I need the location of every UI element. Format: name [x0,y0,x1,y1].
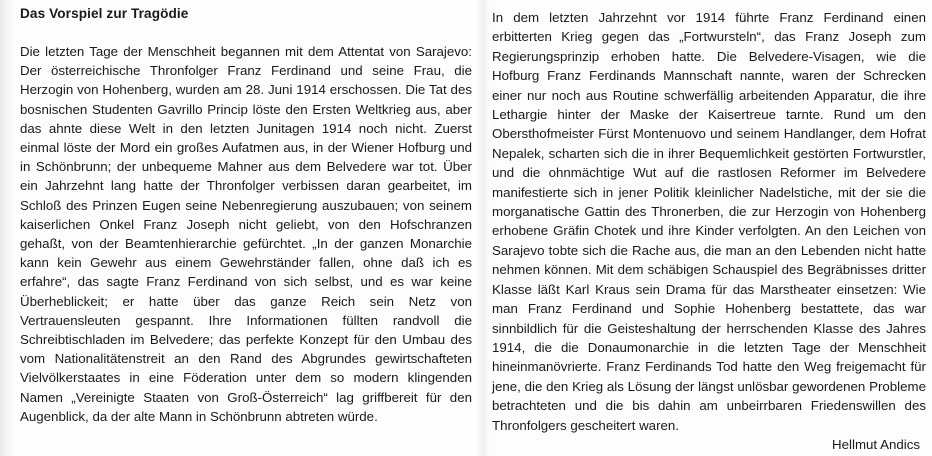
author-signature: Hellmut Andics [832,436,920,452]
right-column-paragraph: In dem letzten Jahrzehnt vor 1914 führte Franz Ferdinand einen erbitterten Krieg gegen das „Fortwursteln“, das Franz Joseph zum Regierungsprinzip erhoben hatte. Die Belvedere-Visagen, wie die Hofburg Franz Ferdinands Mannschaft nannte, waren der Schrecken einer nur noch aus Routine schwerfällig arbeitenden Apparatur, die ihre Lethargie hinter der Maske der Kaisertreue tarnte. Rund um den Obersthofmeister Fürst Montenuovo und seinem Handlanger, dem Hofrat Nepalek, scharten sich die in ihrer Bequemlichkeit gestörten Fortwurstler, und die ohnmächtige Wut auf die rastlosen Reformer im Belvedere manifestierte sich in jener Politik kleinlicher Nadelstiche, mit der sie die morganatische Gattin des Thronerben, die zur Herzogin von Hohenberg erhobene Gräfin Chotek und ihre Kinder verfolgten. An den Leichen von Sarajevo tobte sich die Rache aus, die man an den Lebenden nicht hatte nehmen können. Mit dem schäbigen Schauspiel des Begräbnisses dritter Klasse läßt Karl Kraus sein Drama für das Marstheater einsetzen: Wie man Franz Ferdinand und Sophie Hohenberg bestattete, das war sinnbildlich für die Geisteshaltung der herrschenden Klasse des Jahres 1914, die die Donaumonarchie in die letzten Tage der Menschheit hineinmanövrierte. Franz Ferdinands Tod hatte den Weg freigemacht für jene, die den Krieg als Lösung der längst unlösbar gewordenen Probleme betrachteten und die bis dahin am unbeirrbaren Friedenswillen des Thronfolgers gescheitert waren. [492,10,926,433]
article-title: Das Vorspiel zur Tragödie [20,6,189,21]
right-column [492,0,926,456]
page-gutter [476,0,490,456]
left-column-paragraph: Die letzten Tage der Menschheit begannen mit dem Attentat von Sarajevo: Der österreichische Thronfolger Franz Ferdinand und seine Frau, die Herzogin von Hohenberg, wurden am 28. Juni 1914 erschossen. Die Tat des bosnischen Studenten Gavrillo Princip löste den Ersten Weltkrieg aus, aber das ahnte diese Welt in den letzten Junitagen 1914 noch nicht. Zuerst einmal löste der Mord ein großes Aufatmen aus, in der Wiener Hofburg und in Schönbrunn; der unbequeme Mahner aus dem Belvedere war tot. Über ein Jahrzehnt lang hatte der Thronfolger verbissen daran gearbeitet, im Schloß des Prinzen Eugen seine Nebenregierung auszubauen; von seinem kaiserlichen Onkel Franz Joseph nicht geliebt, von den Hofschranzen gehaßt, von der Beamtenhierarchie gefürchtet. „In der ganzen Monarchie kann kein Gewehr aus einem Gewehrständer fallen, ohne daß ich es erfahre“, das sagte Franz Ferdinand von sich selbst, und es war keine Überheblickeit; er hatte über das ganze Reich sein Netz von Vertrauensleuten gespannt. Ihre Informationen füllten randvoll die Schreibtischladen im Belvedere; das perfekte Konzept für den Umbau des vom Nationalitätenstreit an den Rand des Abgrundes gewirtschafteten Vielvölkerstaates in eine Föderation unter dem so modern klingenden Namen „Vereinigte Staaten von Groß-Österreich“ lag griffbereit für den Augenblick, da der alte Mann in Schönbrunn abtreten würde. [20,44,472,424]
